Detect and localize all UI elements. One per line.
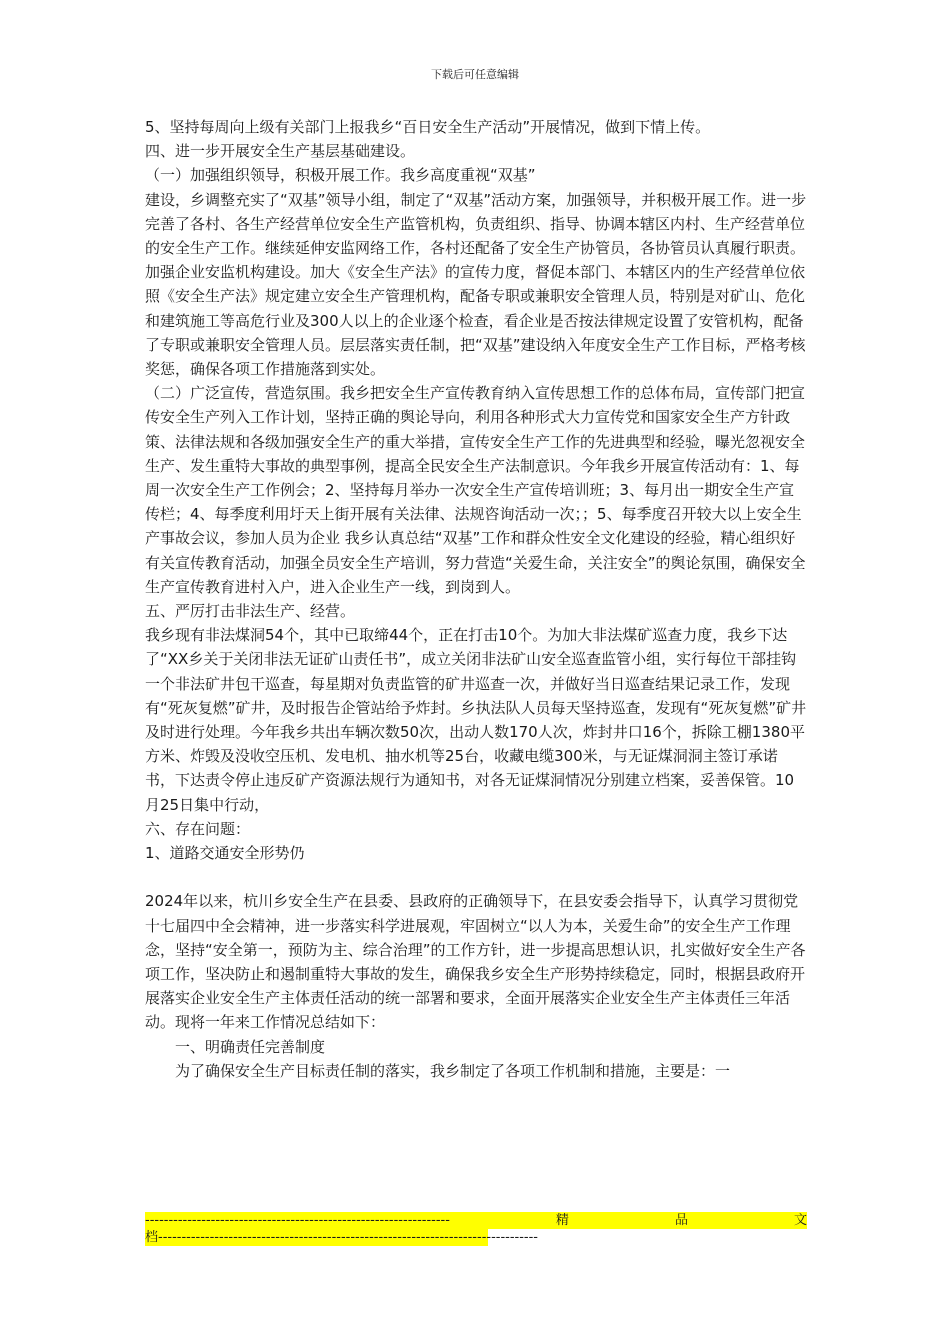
footer-char: 档	[145, 1230, 159, 1245]
footer-char: 文	[793, 1213, 807, 1228]
section-heading: 六、存在问题：	[145, 819, 251, 838]
paragraph: 为了确保安全生产目标责任制的落实，我乡制定了各项工作机制和措施，主要是：一	[175, 1061, 731, 1080]
watermark-footer	[145, 1212, 807, 1246]
footer-line-1	[145, 1212, 807, 1229]
paragraph: 2024年以来，杭川乡安全生产在县委、县政府的正确领导下，在县安委会指导下，认真学习贯彻党十七届四中全会精神，进一步落实科学进展观，牢固树立“以人为本，关爱生命”的安全生产工作理念，坚持“安全第一，预防为主、综合治理”的工作方针，进一步提高思想认识，扎实做好安全生产各项工作，坚决防止和遏制重特大事故的发生，确保我乡安全生产形势持续稳定，同时，根据县政府开展落实企业安全生产主体责任活动的统一部署和要求，全面开展落实企业安全生产主体责任三年活动。现将一年来工作情况总结如下：	[145, 892, 806, 1032]
page-header: 下载后可任意编辑	[431, 68, 519, 81]
footer-char: 品	[674, 1213, 688, 1228]
subsection-heading: （一）加强组织领导，积极开展工作。我乡高度重视“双基”	[145, 166, 536, 185]
paragraph: 5、坚持每周向上级有关部门上报我乡“百日安全生产活动”开展情况，做到下情上传。	[145, 118, 711, 136]
paragraph: 我乡现有非法煤洞54个，其中已取缔44个，正在打击10个。为加大非法煤矿巡查力度，我乡下达了“XX乡关于关闭非法无证矿山责任书”，成立关闭非法矿山安全巡查监管小组，实行每位干部挂钩一个非法矿井包干巡查，每星期对负责监管的矿井巡查一次，并做好当日巡查结果记录工作，发现有“死灰复燃”矿井，及时报告企管站给予炸封。乡执法队人员每天坚持巡查，发现有“死灰复燃”矿井及时进行处理。今年我乡共出车辆次数50次，出动人数170人次，炸封井口16个，拆除工棚1380平方米、炸毁及没收空压机、发电机、抽水机等25台，收藏电缆300米，与无证煤洞洞主签订承诺书，下达责令停止违反矿产资源法规行为通知书，对各无证煤洞情况分别建立档案，妥善保管。10月25日集中行动，	[145, 626, 807, 814]
paragraph: 1、道路交通安全形势仍	[145, 844, 305, 863]
section-heading: 四、进一步开展安全生产基层基础建设。	[145, 142, 416, 161]
document-body	[145, 115, 807, 1083]
footer-char: 精	[555, 1213, 569, 1228]
footer-dashes: -----------------------------------------------------------------	[145, 1213, 450, 1228]
footer-dashes: ---------------------------------------------------------------------------------	[158, 1230, 538, 1245]
paragraph-gap	[145, 865, 807, 889]
paragraph: 建设，乡调整充实了“双基”领导小组，制定了“双基”活动方案，加强领导，并积极开展工作。进一步完善了各村、各生产经营单位安全生产监管机构，负责组织、指导、协调本辖区内村、生产经营单位的安全生产工作。继续延伸安监网络工作，各村还配备了安全生产协管员，各协管员认真履行职责。加强企业安监机构建设。加大《安全生产法》的宣传力度，督促本部门、本辖区内的生产经营单位依照《安全生产法》规定建立安全生产管理机构，配备专职或兼职安全管理人员，特别是对矿山、危化和建筑施工等高危行业及300人以上的企业逐个检查，看企业是否按法律规定设置了安管机构，配备了专职或兼职安全管理人员。层层落实责任制，把“双基”建设纳入年度安全生产工作目标，严格考核奖惩，确保各项工作措施落到实处。	[145, 190, 807, 379]
section-heading: 一、明确责任完善制度	[175, 1037, 326, 1056]
footer-line-2	[145, 1229, 538, 1246]
section-heading: 五、严厉打击非法生产、经营。	[145, 602, 356, 621]
paragraph: （二）广泛宣传，营造氛围。我乡把安全生产宣传教育纳入宣传思想工作的总体布局，宣传部门把宣传安全生产列入工作计划，坚持正确的舆论导向，利用各种形式大力宣传党和国家安全生产方针政策、法律法规和各级加强安全生产的重大举措，宣传安全生产工作的先进典型和经验，曝光忽视安全生产、发生重特大事故的典型事例，提高全民安全生产法制意识。今年我乡开展宣传活动有：1、每周一次安全生产工作例会；2、坚持每月举办一次安全生产宣传培训班；3、每月出一期安全生产宣传栏；4、每季度利用圩天上街开展有关法律、法规咨询活动一次；；5、每季度召开较大以上安全生产事故会议，参加人员为企业 我乡认真总结“双基”工作和群众性安全文化建设的经验，精心组织好有关宣传教育活动，加强全员安全生产培训，努力营造“关爱生命，关注安全”的舆论氛围，确保安全生产宣传教育进村入户，进入企业生产一线，到岗到人。	[145, 384, 806, 596]
